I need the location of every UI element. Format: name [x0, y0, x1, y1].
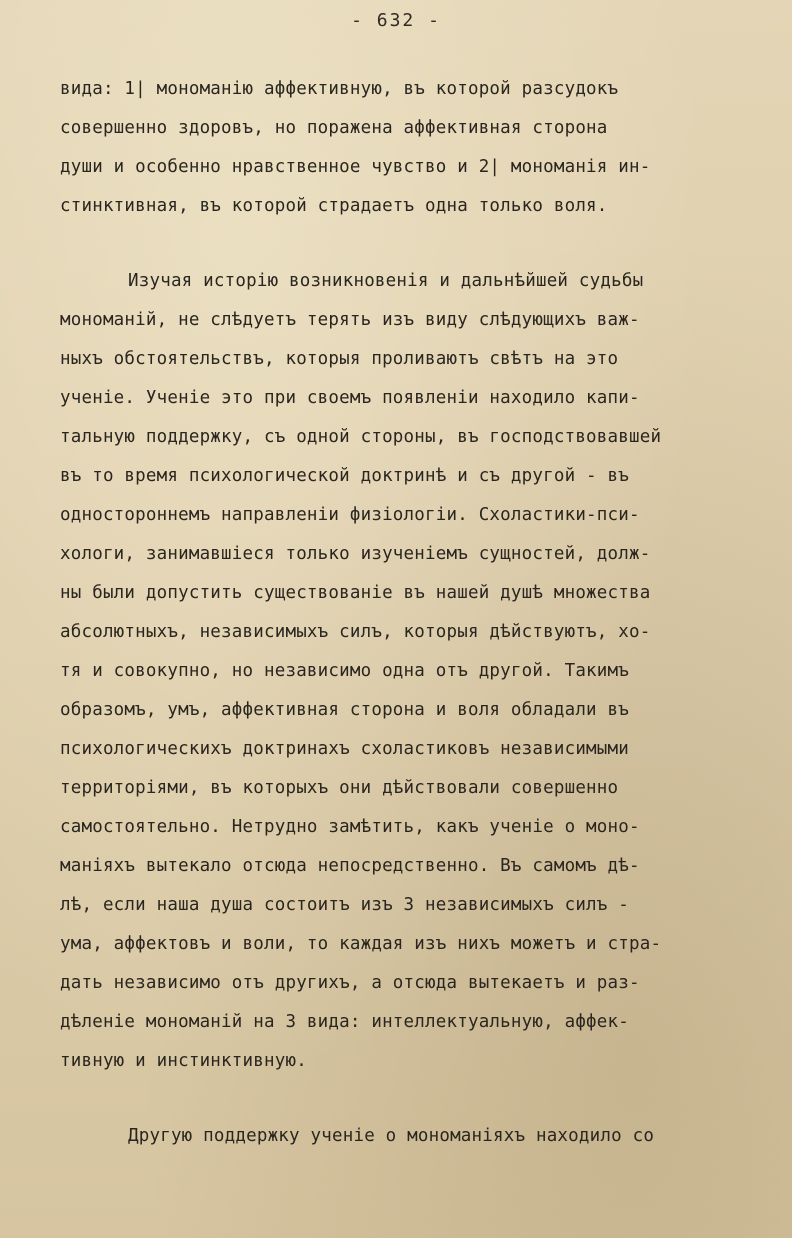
- text-line: совершенно здоровъ, но поражена аффективная сторона: [60, 118, 608, 138]
- text-line: хологи, занимавшіеся только изученіемъ сущностей, долж-: [60, 544, 651, 564]
- text-line: дать независимо отъ другихъ, а отсюда вытекаетъ и раз-: [60, 973, 640, 993]
- text-line: одностороннемъ направленіи физіологіи. Схоластики-пси-: [60, 505, 640, 525]
- text-line: ны были допустить существованіе въ нашей душѣ множества: [60, 583, 651, 603]
- text-line: самостоятельно. Нетрудно замѣтить, какъ ученіе о моно-: [60, 817, 640, 837]
- paragraph-gap: [60, 1081, 760, 1117]
- text-line: дѣленіе мономаній на 3 вида: интеллектуальную, аффек-: [60, 1012, 630, 1032]
- text-line: ученіе. Ученіе это при своемъ появленіи находило капи-: [60, 388, 640, 408]
- body-text: [60, 70, 760, 1156]
- text-line: въ то время психологической доктринѣ и съ другой - въ: [60, 466, 630, 486]
- text-line: вида: 1| мономанію аффективную, въ которой разсудокъ: [60, 79, 619, 99]
- text-line: ныхъ обстоятельствъ, которыя проливаютъ свѣтъ на это: [60, 349, 619, 369]
- text-line: души и особенно нравственное чувство и 2| мономанія ин-: [60, 157, 651, 177]
- text-line: лѣ, если наша душа состоитъ изъ 3 независимыхъ силъ -: [60, 895, 630, 915]
- text-line: образомъ, умъ, аффективная сторона и воля обладали въ: [60, 700, 630, 720]
- text-line: Изучая исторію возникновенія и дальнѣйшей судьбы: [128, 271, 644, 291]
- text-line: тальную поддержку, съ одной стороны, въ господствовавшей: [60, 427, 662, 447]
- text-line: мономаній, не слѣдуетъ терять изъ виду слѣдующихъ важ-: [60, 310, 640, 330]
- text-line: территоріями, въ которыхъ они дѣйствовали совершенно: [60, 778, 619, 798]
- text-line: тивную и инстинктивную.: [60, 1051, 307, 1071]
- text-line: маніяхъ вытекало отсюда непосредственно. Въ самомъ дѣ-: [60, 856, 640, 876]
- page-number: - 632 -: [351, 10, 441, 31]
- text-line: абсолютныхъ, независимыхъ силъ, которыя дѣйствуютъ, хо-: [60, 622, 651, 642]
- paragraph-gap: [60, 226, 760, 262]
- text-line: Другую поддержку ученіе о мономаніяхъ находило со: [128, 1126, 655, 1146]
- text-line: стинктивная, въ которой страдаетъ одна только воля.: [60, 196, 608, 216]
- text-line: психологическихъ доктринахъ схоластиковъ независимыми: [60, 739, 630, 759]
- text-line: тя и совокупно, но независимо одна отъ другой. Такимъ: [60, 661, 630, 681]
- text-line: ума, аффектовъ и воли, то каждая изъ нихъ можетъ и стра-: [60, 934, 662, 954]
